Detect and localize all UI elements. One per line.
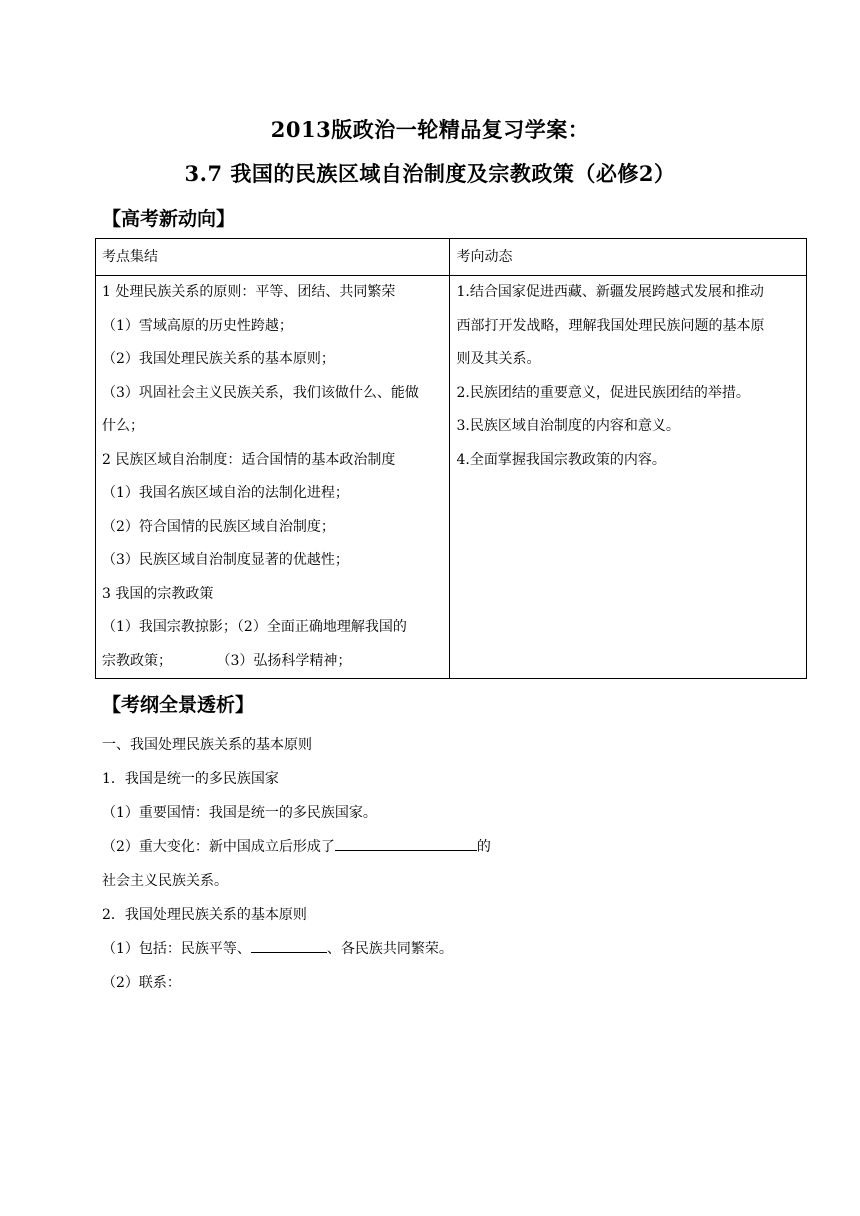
body-text: （1）包括：民族平等、 — [102, 941, 251, 957]
table-line: （3）巩固社会主义民族关系，我们该做什么、能做 — [102, 384, 419, 401]
table-line: 1.结合国家促进西藏、新疆发展跨越式发展和推动 — [456, 284, 764, 300]
body-paragraph — [102, 938, 453, 958]
section-heading-syllabus-overview: 【考纲全景透析】 — [102, 694, 255, 716]
table-line: （2）我国处理民族关系的基本原则； — [102, 351, 335, 367]
table-line: 什么； — [102, 418, 144, 434]
table-line: 则及其关系。 — [456, 351, 541, 367]
table-cell-exam-points — [96, 276, 450, 679]
body-paragraph: （1）重要国情：我国是统一的多民族国家。 — [102, 805, 377, 821]
section-heading-exam-trends: 【高考新动向】 — [102, 208, 236, 230]
table-line: （1）雪域高原的历史性跨越； — [102, 317, 293, 334]
document-title: 2013版政治一轮精品复习学案： — [270, 117, 590, 142]
table-header-row — [96, 239, 807, 276]
table-line: 4.全面掌握我国宗教政策的内容。 — [456, 451, 666, 468]
table-line: 1 处理民族关系的原则：平等、团结、共同繁荣 — [102, 284, 396, 300]
body-paragraph: 一、我国处理民族关系的基本原则 — [102, 737, 312, 753]
body-paragraph: （2）联系： — [102, 975, 181, 991]
body-paragraph: 社会主义民族关系。 — [102, 873, 228, 889]
table-line: 2 民族区域自治制度：适合国情的基本政治制度 — [102, 451, 396, 468]
table-header-cell: 考点集结 — [96, 239, 450, 276]
table-cell-exam-trends — [450, 276, 807, 679]
body-paragraph — [102, 836, 491, 856]
table-row — [96, 276, 807, 679]
table-line: 3.民族区域自治制度的内容和意义。 — [456, 418, 680, 434]
body-text: （2）重大变化：新中国成立后形成了 — [102, 839, 335, 855]
body-paragraph: 2．我国处理民族关系的基本原则 — [102, 907, 307, 923]
exam-points-table — [95, 238, 807, 679]
table-line: （1）我国宗教掠影；（2）全面正确地理解我国的 — [102, 619, 407, 635]
document-subtitle: 3.7 我国的民族区域自治制度及宗教政策（必修2） — [184, 161, 676, 186]
body-paragraph: 1．我国是统一的多民族国家 — [102, 771, 279, 787]
body-text: 的 — [476, 839, 491, 855]
table-line: （3）民族区域自治制度显著的优越性； — [102, 552, 349, 568]
table-line: 宗教政策； （3）弘扬科学精神； — [102, 652, 352, 669]
table-line: 西部打开发战略，理解我国处理民族问题的基本原 — [456, 317, 765, 334]
table-line: （2）符合国情的民族区域自治制度； — [102, 518, 335, 535]
table-line: 2.民族团结的重要意义，促进民族团结的举措。 — [456, 384, 750, 401]
table-line: （1）我国名族区域自治的法制化进程； — [102, 485, 349, 501]
fill-in-blank[interactable] — [335, 836, 477, 851]
table-line: 3 我国的宗教政策 — [102, 585, 214, 602]
fill-in-blank[interactable] — [251, 938, 327, 953]
body-text: 、各民族共同繁荣。 — [326, 941, 453, 957]
table-header-cell: 考向动态 — [450, 239, 807, 276]
